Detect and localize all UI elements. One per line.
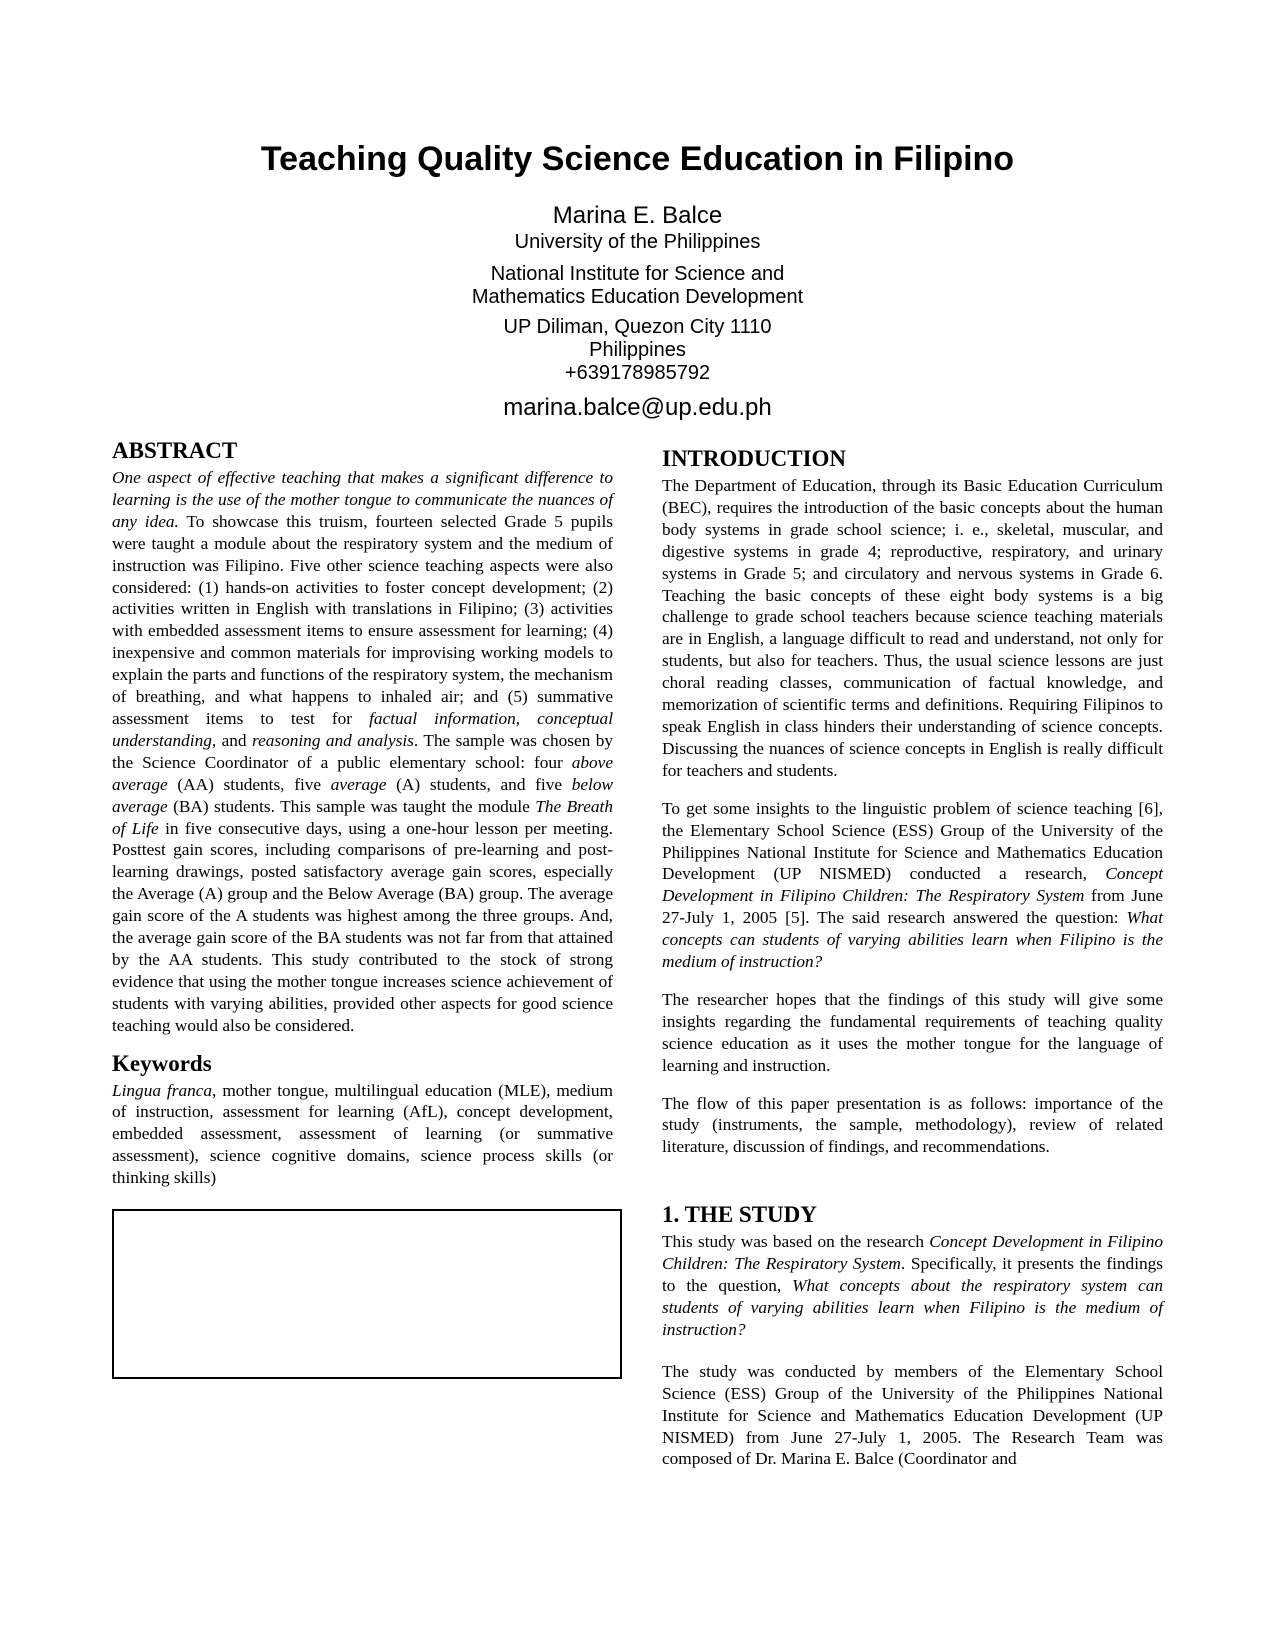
- study-paragraph: This study was based on the research Concept Development in Filipino Children: The Respiratory System. Specifically, it presents the findings to the question, What concepts about the respiratory system can students of varying abilities learn when Filipino is the medium of instruction?: [662, 1232, 1164, 1339]
- introduction-paragraph: The Department of Education, through its Basic Education Curriculum (BEC), requires the introduction of the basic concepts about the human body systems in grade school science; i. e., skeletal, muscular, and digestive systems in grade 4; reproductive, respiratory, and urinary systems in Grade 5; and circulatory and nervous systems in Grade 6. Teaching the basic concepts of these eight body systems is a big challenge to grade school teachers because science teaching materials are in English, a language difficult to read and understand, not only for students, but also for teachers. Thus, the usual science lessons are just choral reading classes, communication of factual knowledge, and memorization of scientific terms and definitions. Requiring Filipinos to speak English in class hinders their understanding of science concepts. Discussing the nuances of science concepts in English is really difficult for teachers and students.: [662, 476, 1163, 780]
- author-email: marina.balce@up.edu.ph: [503, 394, 772, 421]
- introduction-paragraph: The researcher hopes that the findings of this study will give some insights regarding the fundamental requirements of teaching quality science education as it uses the mother tongue for the language of learning and instruction.: [662, 989, 1163, 1075]
- keywords-text: Lingua franca, mother tongue, multilingual education (MLE), medium of instruction, assessment for learning (AfL), concept development, embedded assessment, assessment of learning (or summative assessment), science cognitive domains, science process skills (or thinking skills): [112, 1080, 613, 1188]
- address-block: [0, 316, 1275, 385]
- study-paragraph: The study was conducted by members of the Elementary School Science (ESS) Group of the University of the Philippines National Institute for Science and Mathematics Education Development (UP NISMED) from June 27-July 1, 2005. The Research Team was composed of Dr. Marina E. Balce (Coordinator and: [662, 1361, 1163, 1469]
- abstract-text: One aspect of effective teaching that makes a significant difference to learning is the use of the mother tongue to communicate the nuances of any idea. To showcase this truism, fourteen selected Grade 5 pupils were taught a module about the respiratory system and the medium of instruction was Filipino. Five other science teaching aspects were also considered: (1) hands-on activities to foster concept development; (2) activities written in English with translations in Filipino; (3) activities with embedded assessment items to ensure assessment for learning; (4) inexpensive and common materials for improvising working models to explain the parts and functions of the respiratory system, the mechanism of breathing, and what happens to inhaled air; and (5) summative assessment items to test for factual information, conceptual understanding, and reasoning and analysis. The sample was chosen by the Science Coordinator of a public elementary school: four above average (AA) students, five average (A) students, and five below average (BA) students. This sample was taught the module The Breath of Life in five consecutive days, using a one-hour lesson per meeting. Posttest gain scores, including comparisons of pre-learning and post-learning drawings, posted satisfactory average gain scores, especially the Average (A) group and the Below Average (BA) group. The average gain score of the A students was highest among the three groups. And, the average gain score of the BA students was not far from that attained by the AA students. This study contributed to the stock of strong evidence that using the mother tongue increases science achievement of students with varying abilities, provided other aspects for good science teaching would also be considered.: [112, 468, 614, 1035]
- figure-placeholder-box: [112, 1209, 622, 1379]
- author-phone: +639178985792: [564, 362, 711, 384]
- abstract-heading: ABSTRACT: [112, 438, 238, 463]
- institute-line-2: Mathematics Education Development: [471, 286, 804, 308]
- author-affiliation: University of the Philippines: [514, 231, 761, 253]
- study-heading: 1. THE STUDY: [662, 1202, 817, 1228]
- address-line-2: Philippines: [589, 339, 686, 361]
- right-column: [662, 446, 1163, 1470]
- page-title: Teaching Quality Science Education in Filipino: [260, 140, 1015, 178]
- keywords-heading: Keywords: [112, 1050, 212, 1076]
- introduction-paragraph: To get some insights to the linguistic problem of science teaching [6], the Elementary School Science (ESS) Group of the University of the Philippines National Institute for Science and Mathematics Education Development (UP NISMED) conducted a research, Concept Development in Filipino Children: The Respiratory System from June 27-July 1, 2005 [5]. The said research answered the question: What concepts can students of varying abilities learn when Filipino is the medium of instruction?: [662, 798, 1163, 972]
- institute-line-1: National Institute for Science and: [490, 263, 785, 285]
- author-name: Marina E. Balce: [552, 202, 723, 229]
- introduction-paragraph: The flow of this paper presentation is as follows: importance of the study (instruments, the sample, methodology), review of related literature, discussion of findings, and recommendations.: [662, 1093, 1163, 1157]
- left-column: [112, 438, 613, 1379]
- address-line-1: UP Diliman, Quezon City 1110: [503, 316, 772, 338]
- institute-block: [0, 263, 1275, 309]
- introduction-heading: INTRODUCTION: [662, 446, 847, 471]
